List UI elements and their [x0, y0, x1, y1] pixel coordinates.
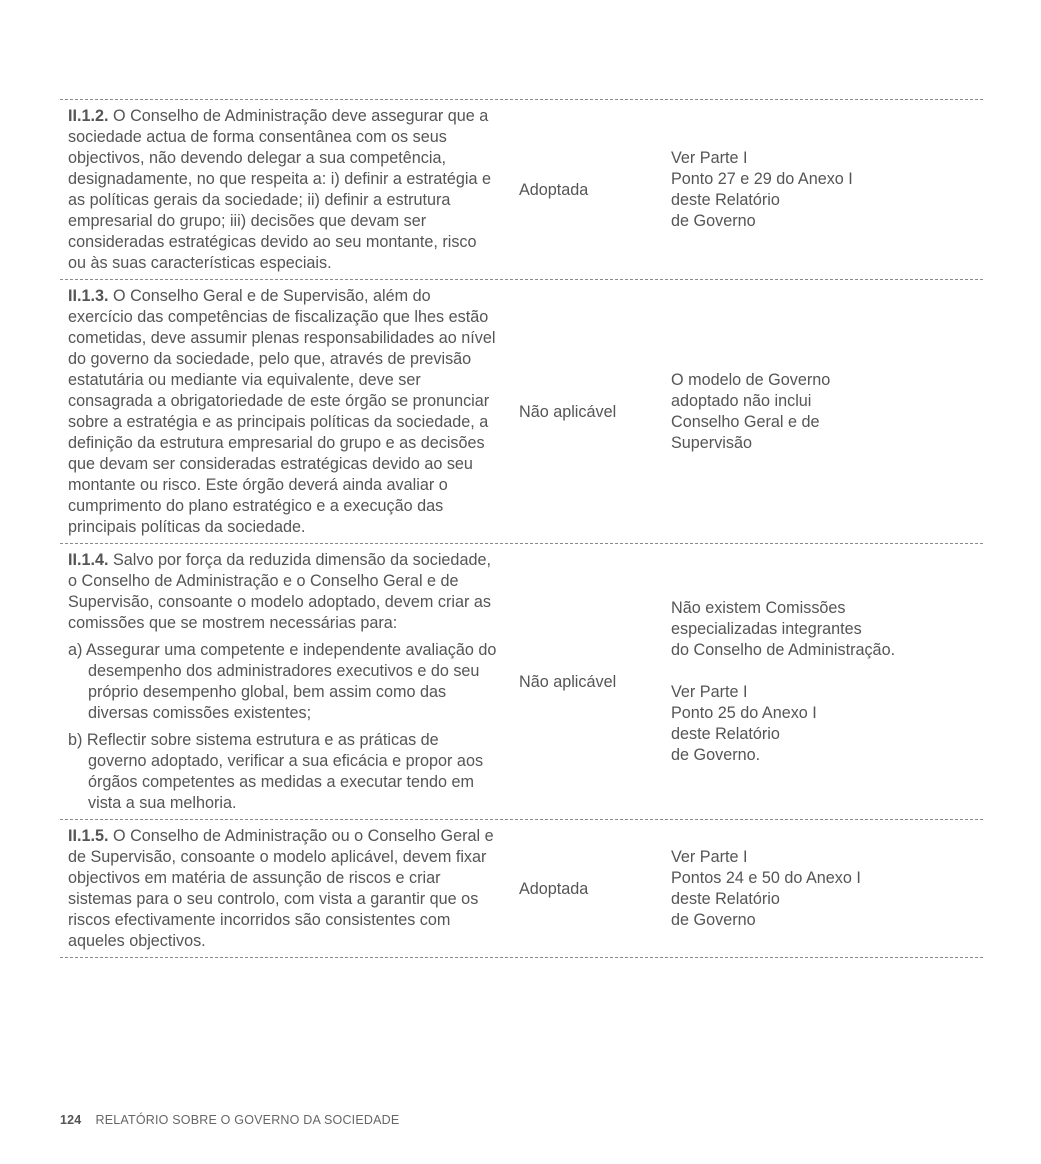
recommendation-code: II.1.4. [68, 551, 109, 569]
table-row [60, 280, 983, 544]
reference-spacer [671, 661, 983, 682]
reference-line: O modelo de Governo [671, 371, 831, 389]
reference-cell [671, 370, 983, 454]
list-item: a) Assegurar uma competente e independente avaliação do desempenho dos administradores executivos e do seu próprio desempenho global, bem assim como das diversas comissões existentes; [68, 641, 497, 722]
reference-cell [671, 598, 983, 766]
reference-line: do Conselho de Administração. [671, 641, 896, 659]
recommendation-body: O Conselho de Administração deve assegurar que a sociedade actua de forma consentânea com os seus objectivos, não devendo delegar a sua competência, designadamente, no que respeita a: i) definir a estratégia e as políticas gerais da sociedade; ii) definir a estrutura empresarial do grupo; iii) decisões que devam ser consideradas estratégicas devido ao seu montante, risco ou às suas características especiais. [68, 107, 491, 272]
status-cell: Não aplicável [519, 402, 617, 421]
recommendation-body: Salvo por força da reduzida dimensão da sociedade, o Conselho de Administração e o Conselho Geral e de Supervisão, consoante o modelo adoptado, devem criar as comissões que se mostrem necessárias para: [68, 551, 491, 632]
footer-title: RELATÓRIO SOBRE O GOVERNO DA SOCIEDADE [95, 1113, 400, 1127]
reference-line: Pontos 24 e 50 do Anexo I [671, 869, 861, 887]
reference-line: de Governo [671, 911, 756, 929]
reference-line: Ponto 25 do Anexo I [671, 704, 817, 722]
recommendation-code: II.1.2. [68, 107, 109, 125]
table-row [60, 820, 983, 958]
recommendation-code: II.1.3. [68, 287, 109, 305]
recommendation-body: O Conselho Geral e de Supervisão, além do exercício das competências de fiscalização que lhes estão cometidas, deve assumir plenas responsabilidades ao nível do governo da sociedade, pelo que, através de previsão estatutária ou mediante via equivalente, deve ser consagrada a obrigatoriedade de este órgão se pronunciar sobre a estratégia e as principais políticas da sociedade, a definição da estrutura empresarial do grupo e as decisões que devam ser consideradas estratégicas devido ao seu montante ou risco. Este órgão deverá ainda avaliar o cumprimento do plano estratégico e a execução das principais políticas da sociedade. [68, 287, 496, 536]
reference-line: deste Relatório [671, 890, 780, 908]
recommendation-code: II.1.5. [68, 827, 109, 845]
status-cell: Não aplicável [519, 672, 617, 691]
recommendations-table [60, 99, 983, 958]
status-cell: Adoptada [519, 180, 589, 199]
reference-line: de Governo. [671, 746, 761, 764]
recommendation-text [60, 550, 498, 814]
reference-line: especializadas integrantes [671, 620, 862, 638]
recommendation-body: O Conselho de Administração ou o Conselho Geral e de Supervisão, consoante o modelo aplicável, devem fixar objectivos em matéria de assunção de riscos e criar sistemas para o seu controlo, com vista a garantir que os riscos efectivamente incorridos são consistentes com aqueles objectivos. [68, 827, 494, 950]
reference-line: adoptado não inclui [671, 392, 812, 410]
page-number: 124 [60, 1113, 82, 1127]
reference-line: Ponto 27 e 29 do Anexo I [671, 170, 853, 188]
table-row [60, 544, 983, 820]
page-footer [60, 1113, 399, 1127]
status-cell: Adoptada [519, 879, 589, 898]
reference-line: Ver Parte I [671, 848, 748, 866]
reference-line: Ver Parte I [671, 149, 748, 167]
reference-line: Ver Parte I [671, 683, 748, 701]
table-row [60, 100, 983, 280]
reference-cell [671, 847, 983, 931]
reference-cell [671, 148, 983, 232]
recommendation-text [60, 826, 498, 952]
reference-line: Não existem Comissões [671, 599, 846, 617]
reference-line: de Governo [671, 212, 756, 230]
recommendation-text [60, 106, 498, 274]
reference-line: deste Relatório [671, 191, 780, 209]
list-item: b) Reflectir sobre sistema estrutura e as práticas de governo adoptado, verificar a sua eficácia e propor aos órgãos competentes as medidas a executar tendo em vista a sua melhoria. [68, 731, 484, 812]
reference-line: Conselho Geral e de [671, 413, 820, 431]
recommendation-text [60, 286, 498, 538]
reference-line: Supervisão [671, 434, 752, 452]
reference-line: deste Relatório [671, 725, 780, 743]
